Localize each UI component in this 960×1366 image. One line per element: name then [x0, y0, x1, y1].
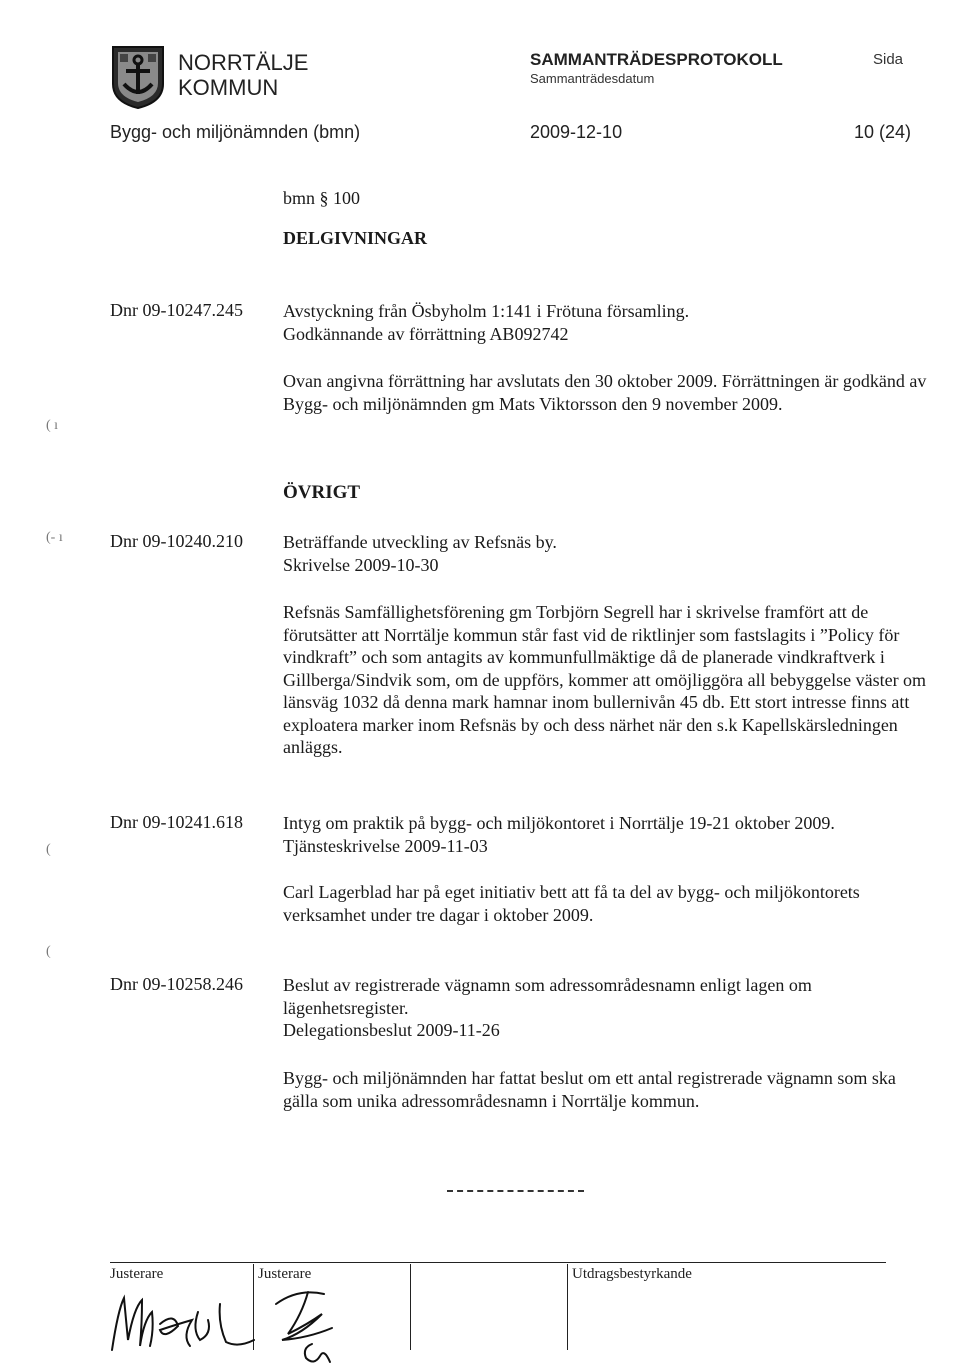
margin-mark: (	[46, 842, 51, 857]
item-1-line-1: Avstyckning från Ösbyholm 1:141 i Frötuna församling.	[283, 301, 690, 321]
item-3-dnr: Dnr 09-10241.618	[110, 812, 243, 832]
paragraph-reference: bmn § 100	[283, 188, 361, 208]
item-4-line-1: Beslut av registrerade vägnamn som adressområdesnamn enligt lagen om lägenhetsregister.	[283, 975, 812, 1018]
item-3-line-2: Tjänsteskrivelse 2009-11-03	[283, 835, 488, 856]
committee-name: Bygg- och miljönämnden (bmn)	[110, 122, 361, 142]
utdragsbestyrkande-label: Utdragsbestyrkande	[572, 1266, 692, 1282]
item-3-subject	[283, 812, 933, 857]
signature-separator	[567, 1264, 568, 1350]
item-4-line-2: Delegationsbeslut 2009-11-26	[283, 1020, 500, 1040]
item-2-subject	[283, 531, 933, 576]
item-2-line-2: Skrivelse 2009-10-30	[283, 554, 439, 575]
signature-top-line	[110, 1262, 886, 1263]
item-1-dnr: Dnr 09-10247.245	[110, 300, 243, 320]
item-2-body	[283, 601, 933, 759]
meeting-date: 2009-12-10	[530, 122, 623, 142]
meeting-date-label: Sammanträdesdatum	[530, 71, 655, 86]
item-4-body	[283, 1067, 933, 1112]
item-3-paragraph: Carl Lagerblad har på eget initiativ bett att få ta del av bygg- och miljökontorets verksamhet under tre dagar i oktober 2009.	[283, 882, 860, 925]
item-4-subject	[283, 974, 933, 1042]
item-1-paragraph: Ovan angivna förrättning har avslutats den 30 oktober 2009. Förrättningen är godkänd av Bygg- och miljönämnden gm Mats Viktorsson den 9 november 2009.	[283, 371, 927, 414]
ovrigt-heading: ÖVRIGT	[283, 482, 361, 503]
page-number: 10 (24)	[854, 122, 912, 142]
signature-separator	[410, 1264, 411, 1350]
item-4-dnr: Dnr 09-10258.246	[110, 974, 243, 994]
margin-mark: (	[46, 944, 51, 959]
item-1-body	[283, 370, 933, 415]
page-label: Sida	[873, 51, 904, 68]
justerare-label-2: Justerare	[258, 1266, 312, 1282]
item-3-body	[283, 881, 933, 926]
item-2-line-1: Beträffande utveckling av Refsnäs by.	[283, 532, 557, 552]
item-2-dnr: Dnr 09-10240.210	[110, 531, 243, 551]
organization-name-line2: KOMMUN	[178, 75, 279, 100]
justerare-label-1: Justerare	[110, 1266, 164, 1282]
signature-1-image	[108, 1290, 258, 1356]
section-divider	[447, 1190, 584, 1192]
item-1-subject	[283, 300, 933, 345]
organization-name-line1: NORRTÄLJE	[178, 50, 309, 75]
section-heading: DELGIVNINGAR	[283, 228, 428, 248]
item-1-line-2: Godkännande av förrättning AB092742	[283, 323, 569, 344]
document-type: SAMMANTRÄDESPROTOKOLL	[530, 50, 783, 69]
item-3-line-1: Intyg om praktik på bygg- och miljökontoret i Norrtälje 19-21 oktober 2009.	[283, 813, 835, 833]
margin-mark: ( ı	[46, 418, 59, 433]
margin-mark: (- ı	[46, 530, 63, 545]
municipality-logo-icon	[110, 44, 166, 110]
organization-name	[178, 50, 308, 100]
signature-2-image	[268, 1284, 348, 1366]
item-2-paragraph: Refsnäs Samfällighetsförening gm Torbjörn Segrell har i skrivelse framfört att de förutsätter att Norrtälje kommun står fast vid de riktlinjer som fastslagits i ”Policy för vindkraft” och som antagits av kommunfullmäktige då de planerade vindkraftverk i Gillberga/Sindvik som, om de uppförs, kommer att omöjliggöra all bebyggelse väster om länsväg 1032 då denna mark hamnar inom bullernivån 45 db. Ett stort intresse finns att exploatera marker inom Refsnäs by och dess närhet när den s.k Kapellskärsledningen anläggs.	[283, 602, 927, 757]
item-4-paragraph: Bygg- och miljönämnden har fattat beslut om ett antal registrerade vägnamn som ska gälla som unika adressområdesnamn i Norrtälje kommun.	[283, 1068, 896, 1111]
